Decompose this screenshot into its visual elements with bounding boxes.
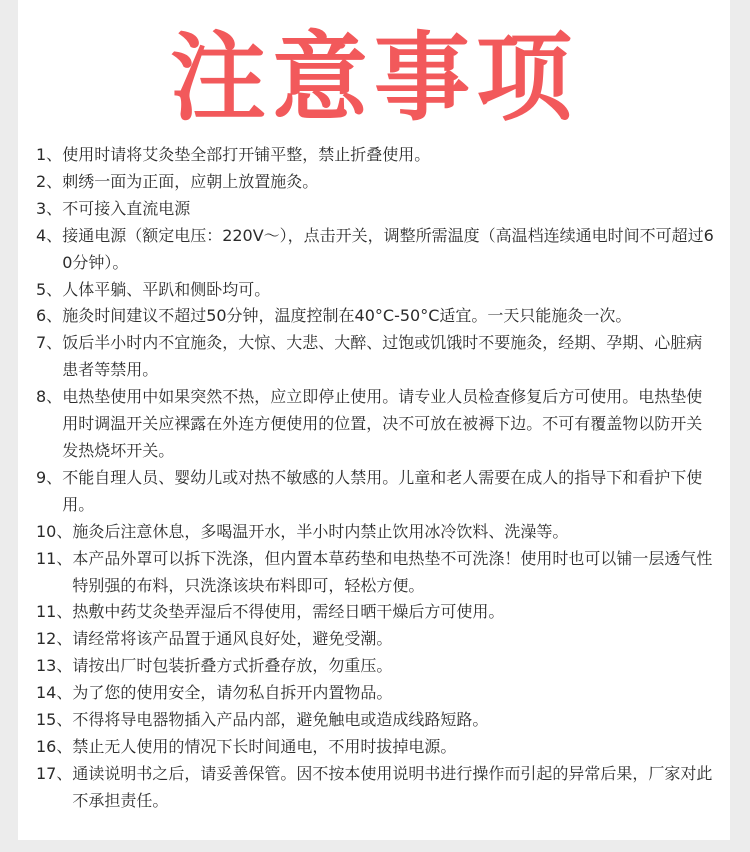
list-item <box>36 277 718 304</box>
list-item <box>36 680 718 707</box>
item-text: 施灸后注意休息，多喝温开水，半小时内禁止饮用冰冷饮料、洗澡等。 <box>72 521 569 541</box>
item-text: 接通电源（额定电压：220V～），点击开关，调整所需温度（高温档连续通电时间不可超过60分钟）。 <box>62 225 714 272</box>
item-text: 热敷中药艾灸垫弄湿后不得使用，需经日晒干燥后方可使用。 <box>72 602 505 622</box>
item-text: 不可接入直流电源 <box>62 198 191 218</box>
item-number: 9、 <box>36 467 63 487</box>
notes-list <box>36 142 718 815</box>
list-item <box>36 653 718 680</box>
list-item <box>36 734 718 761</box>
item-number: 8、 <box>36 387 63 407</box>
item-text: 禁止无人使用的情况下长时间通电，不用时拔掉电源。 <box>72 736 457 756</box>
list-item <box>36 599 718 626</box>
item-text: 电热垫使用中如果突然不热，应立即停止使用。请专业人员检查修复后方可使用。电热垫使用时调温开关应裸露在外连方便使用的位置，决不可放在被褥下边。不可有覆盖物以防开关发热烧坏开关。 <box>62 387 703 460</box>
item-number: 11、 <box>36 548 73 568</box>
list-item <box>36 626 718 653</box>
list-item <box>36 546 718 600</box>
item-text: 使用时请将艾灸垫全部打开铺平整，禁止折叠使用。 <box>62 145 431 164</box>
item-number: 10、 <box>36 521 73 541</box>
item-text: 施灸时间建议不超过50分钟，温度控制在40°C-50°C适宜。一天只能施灸一次。 <box>62 306 632 326</box>
page-title: 注意事项 <box>170 22 578 134</box>
list-item <box>36 384 718 465</box>
item-text: 请经常将该产品置于通风良好处，避免受潮。 <box>72 629 393 649</box>
item-number: 7、 <box>36 333 63 353</box>
item-number: 16、 <box>36 736 73 756</box>
item-number: 14、 <box>36 683 73 703</box>
item-number: 2、 <box>36 171 63 191</box>
item-text: 为了您的使用安全，请勿私自拆开内置物品。 <box>72 683 393 703</box>
item-text: 请按出厂时包装折叠方式折叠存放，勿重压。 <box>72 656 393 676</box>
item-text: 人体平躺、平趴和侧卧均可。 <box>62 279 271 299</box>
list-item <box>36 465 718 519</box>
item-number: 5、 <box>36 279 63 299</box>
item-number: 4、 <box>36 225 63 245</box>
item-text: 饭后半小时内不宜施灸，大惊、大悲、大醉、过饱或饥饿时不要施灸，经期、孕期、心脏病患者等禁用。 <box>62 333 703 380</box>
item-number: 3、 <box>36 198 63 218</box>
list-item <box>36 223 718 277</box>
notice-card <box>18 0 730 840</box>
list-item <box>36 196 718 223</box>
item-text: 不能自理人员、婴幼儿或对热不敏感的人禁用。儿童和老人需要在成人的指导下和看护下使用。 <box>62 467 703 514</box>
item-number: 6、 <box>36 306 63 326</box>
item-number: 11、 <box>36 602 73 622</box>
item-text: 本产品外罩可以拆下洗涤，但内置本草药垫和电热垫不可洗涤！使用时也可以铺一层透气性特别强的布料，只洗涤该块布料即可，轻松方便。 <box>72 548 713 595</box>
list-item <box>36 519 718 546</box>
item-number: 17、 <box>36 763 73 783</box>
list-item <box>36 303 718 330</box>
list-item <box>36 330 718 384</box>
item-text: 通读说明书之后，请妥善保管。因不按本使用说明书进行操作而引起的异常后果，厂家对此不承担责任。 <box>72 763 713 810</box>
item-number: 15、 <box>36 710 73 730</box>
list-item <box>36 761 718 815</box>
item-number: 1、 <box>36 145 63 164</box>
item-number: 13、 <box>36 656 73 676</box>
list-item <box>36 142 718 169</box>
list-item <box>36 169 718 196</box>
item-text: 不得将导电器物插入产品内部，避免触电或造成线路短路。 <box>72 710 489 730</box>
item-number: 12、 <box>36 629 73 649</box>
list-item <box>36 707 718 734</box>
item-text: 刺绣一面为正面，应朝上放置施灸。 <box>62 171 319 191</box>
